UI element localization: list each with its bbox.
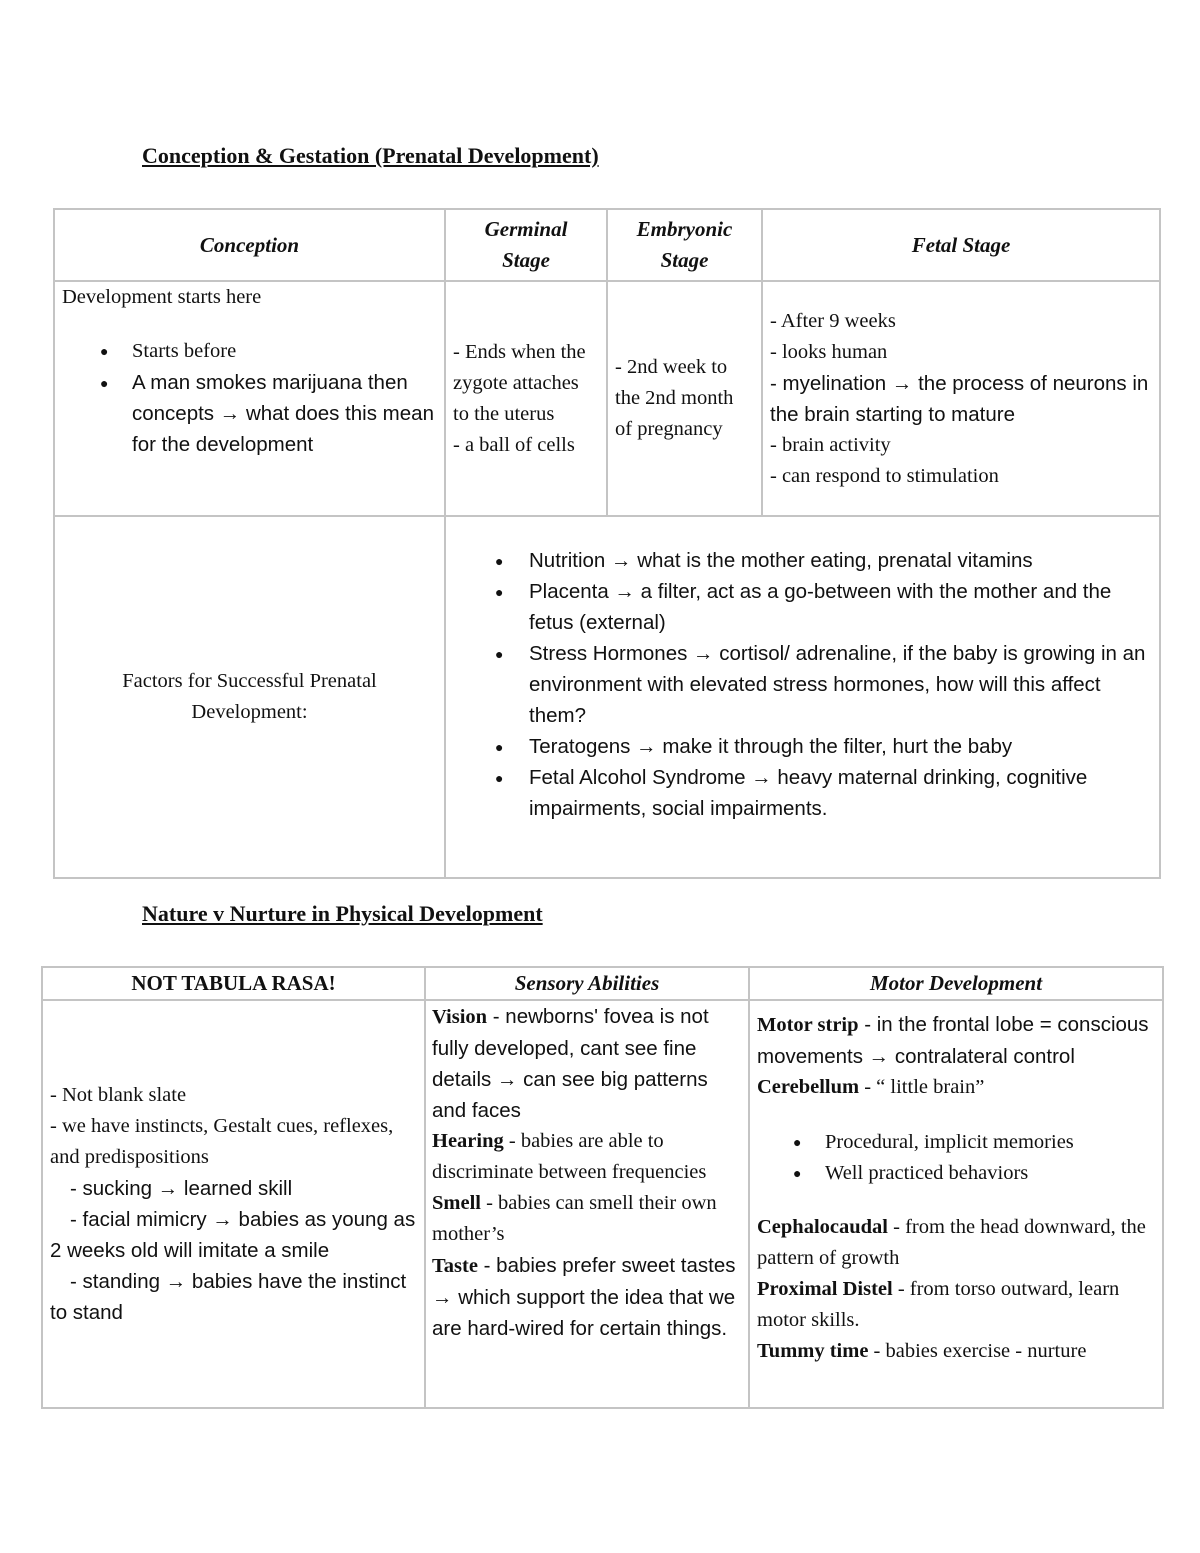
header-fetal: Fetal Stage bbox=[762, 209, 1160, 281]
germinal-line: - Ends when the zygote attaches to the uterus bbox=[453, 340, 586, 425]
sensory-hearing bbox=[432, 1126, 742, 1188]
header-embryonic-line1: Embryonic bbox=[636, 217, 733, 241]
sensory-taste bbox=[432, 1250, 742, 1344]
taste-text: - babies prefer sweet tastes → which support the idea that we are hard-wired for certain things. bbox=[432, 1254, 736, 1340]
term-taste: Taste bbox=[432, 1255, 478, 1277]
sensory-cell bbox=[425, 1000, 749, 1408]
term-hearing: Hearing bbox=[432, 1130, 504, 1152]
factors-label: Factors for Successful Prenatal Development: bbox=[54, 516, 445, 878]
list-item: ● Stress Hormones → cortisol/ adrenaline, if the baby is growing in an environment with elevated stress hormones, how will this affect them? bbox=[453, 638, 1152, 731]
tabula-sub: - standing → babies have the instinct to stand bbox=[50, 1270, 407, 1324]
conception-intro: Development starts here bbox=[62, 286, 262, 308]
conception-cell bbox=[54, 281, 445, 516]
header-motor: Motor Development bbox=[749, 967, 1163, 1000]
header-sensory: Sensory Abilities bbox=[425, 967, 749, 1000]
term-proximal: Proximal Distel bbox=[757, 1278, 893, 1300]
sensory-smell bbox=[432, 1188, 742, 1250]
fetal-line: - can respond to stimulation bbox=[770, 464, 999, 487]
list-item: ● Starts before bbox=[62, 336, 437, 367]
smell-text: - babies can smell their own mother’s bbox=[432, 1192, 717, 1245]
list-item: ● Procedural, implicit memories bbox=[757, 1127, 1156, 1158]
hearing-text: - babies are able to discriminate between frequencies bbox=[432, 1130, 707, 1183]
list-item: ● Teratogens → make it through the filter, hurt the baby bbox=[453, 731, 1152, 762]
section-heading-prenatal: Conception & Gestation (Prenatal Development) bbox=[142, 143, 599, 168]
header-germinal bbox=[445, 209, 607, 281]
tabula-sub: - facial mimicry → babies as young as 2 weeks old will imitate a smile bbox=[50, 1208, 416, 1262]
fetal-line: - looks human bbox=[770, 340, 888, 363]
header-germinal-line2: Stage bbox=[502, 248, 550, 272]
motor-strip bbox=[757, 1009, 1156, 1072]
factors-row bbox=[54, 516, 1160, 878]
section-heading-nature-nurture: Nature v Nurture in Physical Development bbox=[142, 901, 543, 926]
cerebellum-bullets bbox=[757, 1127, 1156, 1189]
motor-proximal bbox=[757, 1274, 1156, 1336]
germinal-cell bbox=[445, 281, 607, 516]
motor-cerebellum bbox=[757, 1072, 1156, 1103]
proximal-text: - from torso outward, learn motor skills. bbox=[757, 1278, 1120, 1331]
germinal-line: - a ball of cells bbox=[453, 433, 575, 456]
term-motor-strip: Motor strip bbox=[757, 1014, 859, 1036]
tabula-line: - Not blank slate bbox=[50, 1084, 187, 1106]
header-germinal-line1: Germinal bbox=[484, 217, 568, 241]
header-embryonic-line2: Stage bbox=[660, 248, 709, 272]
list-item: ● A man smokes marijuana then concepts → what does this mean for the development bbox=[62, 367, 437, 460]
motor-strip-text: - in the frontal lobe = conscious movements → contralateral control bbox=[757, 1013, 1149, 1068]
header-embryonic bbox=[607, 209, 762, 281]
header-tabula-rasa: NOT TABULA RASA! bbox=[42, 967, 425, 1000]
factors-list bbox=[453, 545, 1152, 824]
header-conception: Conception bbox=[54, 209, 445, 281]
tummy-time-text: - babies exercise - nurture bbox=[868, 1340, 1087, 1362]
fetal-line: - After 9 weeks bbox=[770, 309, 896, 332]
nature-nurture-table bbox=[41, 966, 1164, 1409]
tabula-cell bbox=[42, 1000, 425, 1408]
prenatal-table bbox=[53, 208, 1161, 879]
embryonic-text: - 2nd week to the 2nd month of pregnancy bbox=[615, 356, 734, 440]
tabula-sub: - sucking → learned skill bbox=[70, 1177, 293, 1200]
list-item: ● Nutrition → what is the mother eating, prenatal vitamins bbox=[453, 545, 1152, 576]
cephalocaudal-text: - from the head downward, the pattern of growth bbox=[757, 1216, 1146, 1269]
sensory-vision bbox=[432, 1001, 742, 1126]
fetal-cell bbox=[762, 281, 1160, 516]
cerebellum-text: - “ little brain” bbox=[859, 1076, 985, 1098]
motor-cephalocaudal bbox=[757, 1212, 1156, 1274]
nature-header-row bbox=[42, 967, 1163, 1000]
stage-row bbox=[54, 281, 1160, 516]
term-smell: Smell bbox=[432, 1192, 481, 1214]
factors-cell bbox=[445, 516, 1160, 878]
motor-cell bbox=[749, 1000, 1163, 1408]
motor-tummy-time bbox=[757, 1336, 1156, 1367]
list-item: ● Placenta → a filter, act as a go-between with the mother and the fetus (external) bbox=[453, 576, 1152, 638]
term-vision: Vision bbox=[432, 1006, 488, 1028]
list-item: ● Fetal Alcohol Syndrome → heavy maternal drinking, cognitive impairments, social impairments. bbox=[453, 762, 1152, 824]
vision-text: - newborns' fovea is not fully developed, cant see fine details → can see big patterns and faces bbox=[432, 1005, 709, 1122]
embryonic-cell bbox=[607, 281, 762, 516]
conception-bullets bbox=[62, 336, 437, 460]
list-item: ● Well practiced behaviors bbox=[757, 1158, 1156, 1189]
prenatal-header-row bbox=[54, 209, 1160, 281]
term-cerebellum: Cerebellum bbox=[757, 1076, 860, 1098]
term-cephalocaudal: Cephalocaudal bbox=[757, 1216, 888, 1238]
term-tummy-time: Tummy time bbox=[757, 1340, 869, 1362]
fetal-line: - brain activity bbox=[770, 433, 891, 456]
fetal-line: - myelination → the process of neurons in the brain starting to mature bbox=[770, 371, 1149, 426]
tabula-line: - we have instincts, Gestalt cues, reflexes, and predispositions bbox=[50, 1115, 394, 1168]
nature-body-row bbox=[42, 1000, 1163, 1408]
